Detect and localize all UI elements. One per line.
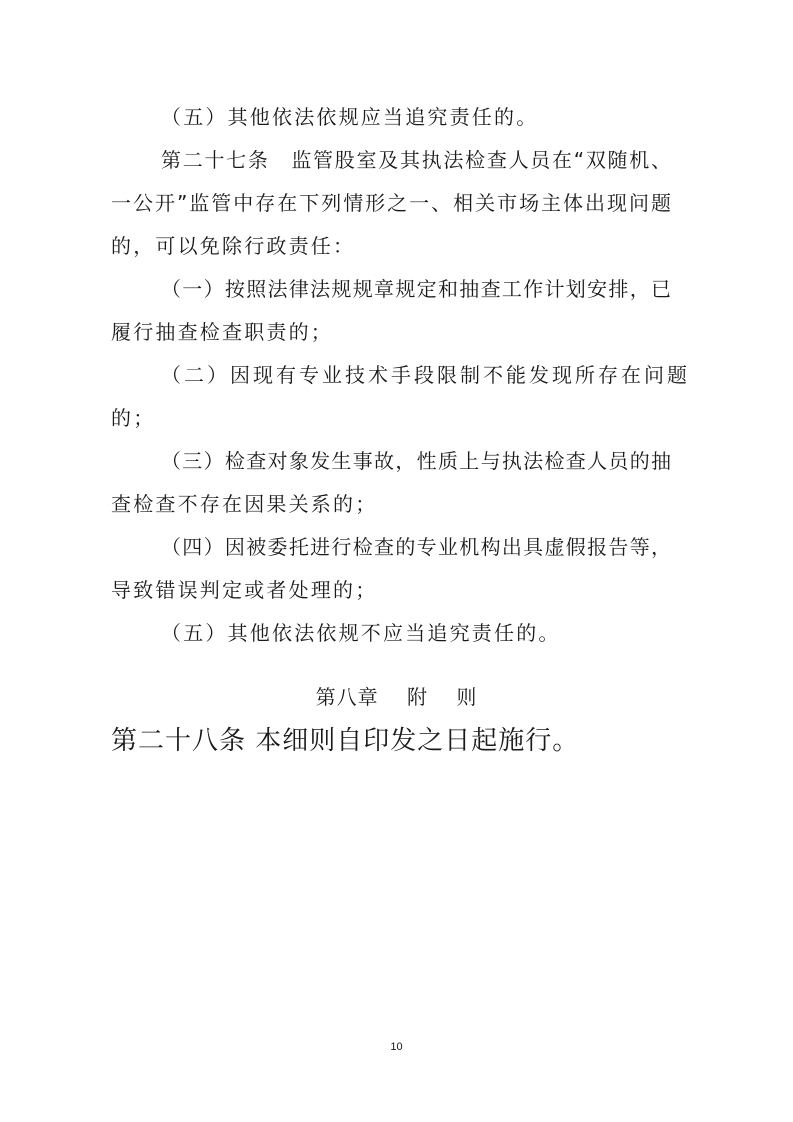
paragraph-line: （四）因被委托进行检查的专业机构出具虚假报告等，: [161, 535, 671, 559]
paragraph-line: 一公开”监管中存在下列情形之一、相关市场主体出现问题: [111, 191, 671, 215]
page-number: 10: [390, 1041, 403, 1053]
paragraph-line: 的，可以免除行政责任：: [111, 234, 356, 258]
paragraph-line: （一）按照法律法规规章规定和抽查工作计划安排，已: [161, 277, 671, 301]
chapter-title: 第八章 附 则: [315, 685, 478, 709]
paragraph-line: （三）检查对象发生事故，性质上与执法检查人员的抽: [161, 449, 671, 473]
paragraph-line: 的；: [111, 406, 156, 430]
paragraph-line: （五）其他依法依规应当追究责任的。: [161, 105, 539, 129]
paragraph-line: （五）其他依法依规不应当追究责任的。: [161, 621, 561, 645]
paragraph-line: （二）因现有专业技术手段限制不能发现所存在问题: [161, 363, 690, 387]
final-article: 第二十八条 本细则自印发之日起施行。: [111, 726, 580, 756]
paragraph-line: 导致错误判定或者处理的；: [111, 578, 378, 602]
paragraph-line: 查检查不存在因果关系的；: [111, 492, 378, 516]
article-27-heading-line: 第二十七条 监管股室及其执法检查人员在“双随机、: [161, 148, 671, 172]
paragraph-line: 履行抽查检查职责的；: [111, 320, 333, 344]
